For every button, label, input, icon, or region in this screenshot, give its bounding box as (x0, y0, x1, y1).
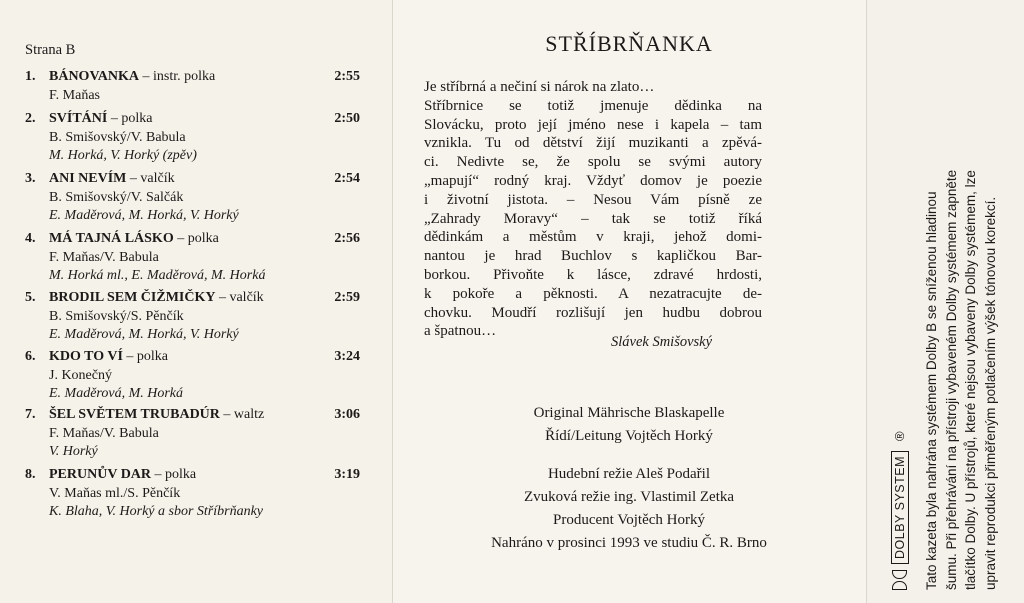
track-7 (25, 406, 360, 461)
signature: Slávek Smišovský (611, 334, 713, 350)
dolby-note-line: Tato kazeta byla nahrána systémem Dolby B se sníženou hladinou (924, 191, 939, 590)
intro-line: Je stříbrná a nečiní si nárok na zlato… (424, 79, 655, 95)
fold-line-right (866, 0, 867, 603)
track-singers: E. Maděrová, M. Horká (49, 386, 184, 401)
credit-line: Producent Vojtěch Horký (553, 512, 705, 528)
track-title: SVÍTÁNÍ (49, 111, 108, 126)
dolby-note-line: upravit reprodukci přiměřeným potlačením výšek tónovou korekcí. (982, 196, 998, 590)
track-1 (25, 68, 360, 105)
track-genre: – polka (122, 349, 169, 364)
track-genre: – valčík (126, 171, 175, 186)
dolby-note-line: šumu. Při přehrávání na přístroji vybaveném Dolby systémem zapněte (943, 169, 959, 590)
track-singers: K. Blaha, V. Horký a sbor Stříbrňanky (49, 504, 264, 519)
intro-line: Slovácku, proto její jméno nese i kapela – tam (424, 116, 762, 133)
dolby-note-line: tlačítko Dolby. U přístrojů, které nejsou vybaveny Dolby systémem, lze (963, 170, 978, 590)
credit-line: Nahráno v prosinci 1993 ve studiu Č. R. Brno (491, 535, 767, 551)
intro-line: k pokoře a pěknosti. A nezatracujte de- (424, 285, 762, 302)
track-genre: – waltz (219, 407, 265, 422)
track-singers: M. Horká ml., E. Maděrová, M. Horká (49, 268, 266, 283)
track-genre: – polka (107, 111, 153, 126)
track-duration: 2:54 (334, 171, 360, 186)
track-composer: B. Smišovský/S. Pěnčík (49, 309, 184, 324)
track-8 (25, 466, 360, 521)
credit-line: Zvuková režie ing. Vlastimil Zetka (523, 489, 735, 505)
track-singers: V. Horký (49, 444, 98, 459)
track-number: 8. (25, 467, 36, 482)
track-duration: 2:56 (334, 231, 360, 246)
intro-line: „mapují“ rodný kraj. Vždyť domov je poezie (424, 172, 762, 189)
track-composer: B. Smišovský/V. Salčák (49, 190, 184, 205)
track-number: 2. (25, 111, 36, 126)
track-singers: M. Horká, V. Horký (zpěv) (49, 148, 197, 163)
band-name: Original Mährische Blaskapelle (533, 405, 725, 421)
track-duration: 2:50 (334, 111, 360, 126)
track-genre: – polka (173, 231, 219, 246)
intro-line: Stříbrnice se totiž jmenuje dědinka na (424, 97, 762, 114)
track-title: BÁNOVANKA (49, 69, 139, 84)
track-genre: – instr. polka (138, 69, 216, 84)
dolby-note-block (890, 30, 1020, 590)
track-5 (25, 289, 360, 344)
track-singers: E. Maděrová, M. Horká, V. Horký (49, 327, 239, 342)
registered-mark: ® (892, 431, 907, 441)
track-duration: 2:59 (334, 290, 360, 305)
track-title: BRODIL SEM ČIŽMIČKY (49, 290, 216, 305)
band-leader: Řídí/Leitung Vojtěch Horký (545, 428, 713, 444)
intro-line: „Zahrady Moravy“ – tak se totiž říká (424, 210, 762, 227)
intro-line: vznikla. Tu od dětství žijí muzikanti a zpěvá- (424, 135, 762, 152)
track-duration: 3:24 (334, 349, 360, 364)
dolby-double-d-icon (892, 570, 907, 590)
track-4 (25, 230, 360, 285)
track-title: MÁ TAJNÁ LÁSKO (49, 231, 174, 246)
track-composer: V. Maňas ml./S. Pěnčík (49, 486, 181, 501)
track-3 (25, 170, 360, 225)
track-duration: 3:06 (334, 407, 360, 422)
track-6 (25, 348, 360, 403)
track-title: ANI NEVÍM (49, 171, 127, 186)
intro-line: a špatnou… (424, 323, 497, 340)
track-title: ŠEL SVĚTEM TRUBADÚR (49, 407, 220, 422)
intro-line: ci. Nedivte se, že spolu se svými autory (424, 154, 762, 171)
intro-text (424, 78, 762, 341)
intro-line: dědinkám a městům v kraji, jehož domi- (424, 229, 762, 246)
intro-line: i životní jistota. – Nesou Vám písně ze (424, 191, 762, 208)
track-number: 7. (25, 407, 36, 422)
intro-line: borkou. Přivoňte k lásce, zdravé hrdosti, (424, 266, 762, 283)
album-title: STŘÍBRŇANKA (545, 31, 713, 56)
track-number: 4. (25, 231, 36, 246)
dolby-note (922, 170, 1000, 590)
track-number: 1. (25, 69, 36, 84)
track-genre: – valčík (215, 290, 264, 305)
track-number: 6. (25, 349, 36, 364)
intro-line: nantou je hrad Buchlov s kapličkou Bar- (424, 248, 762, 265)
track-composer: F. Maňas/V. Babula (49, 250, 159, 265)
track-singers: E. Maděrová, M. Horká, V. Horký (49, 208, 239, 223)
track-composer: F. Maňas (49, 88, 100, 103)
track-title: PERUNŮV DAR (49, 467, 152, 482)
intro-line: chovku. Moudří rozlišují jen hudbu dobrou (424, 304, 762, 321)
dolby-system-logo (890, 431, 910, 590)
track-composer: J. Konečný (49, 368, 112, 383)
track-title: KDO TO VÍ (49, 349, 123, 364)
side-label: Strana B (25, 42, 76, 58)
track-duration: 2:55 (334, 69, 360, 84)
track-number: 5. (25, 290, 36, 305)
track-number: 3. (25, 171, 36, 186)
credit-line: Hudební režie Aleš Podařil (547, 466, 711, 482)
track-composer: F. Maňas/V. Babula (49, 426, 159, 441)
dolby-label: DOLBY SYSTEM (891, 451, 909, 564)
track-duration: 3:19 (334, 467, 360, 482)
track-genre: – polka (151, 467, 197, 482)
track-2 (25, 110, 360, 165)
track-composer: B. Smišovský/V. Babula (49, 130, 186, 145)
